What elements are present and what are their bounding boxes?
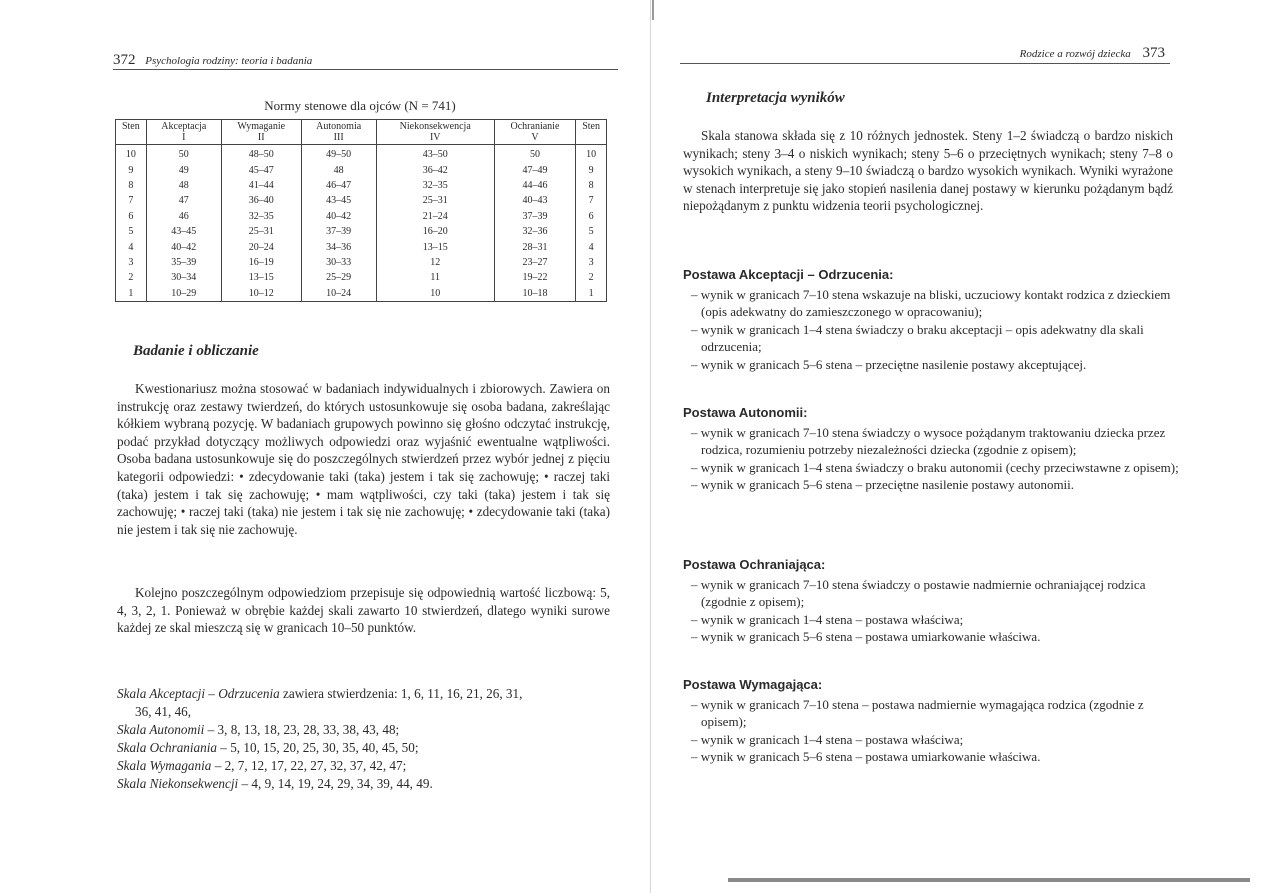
table-cell: 4 (116, 239, 147, 254)
scale-item-list (117, 685, 617, 793)
column-header-roman: V (531, 132, 539, 143)
table-row (116, 162, 607, 177)
table-cell: 48 (146, 178, 221, 193)
table-cell: 25–31 (376, 193, 494, 208)
table-cell: 48–50 (221, 145, 301, 163)
table-cell: 20–24 (221, 239, 301, 254)
table-cell: 32–35 (376, 178, 494, 193)
attitude-heading: Postawa Wymagająca: (683, 677, 823, 692)
table-cell: 21–24 (376, 209, 494, 224)
table-cell: 36–42 (376, 162, 494, 177)
attitude-result-item: – wynik w granicach 5–6 stena – przeciętne nasilenie postawy autonomii. (691, 477, 1075, 492)
column-header-roman: I (182, 132, 186, 143)
table-row (116, 270, 607, 285)
column-header (116, 120, 147, 145)
column-header-name: Ochranianie (510, 121, 560, 132)
attitude-result-item: – wynik w granicach 1–4 stena – postawa właściwa; (691, 611, 964, 627)
attitude-group-acceptance (683, 266, 1183, 373)
attitude-result-item: – wynik w granicach 7–10 stena wskazuje na bliski, uczuciowy kontakt rodzica z dzieckiem (opis adekwatny do zamieszczonego w opracowaniu); (691, 286, 1171, 319)
column-header-roman (116, 132, 146, 143)
paragraph-scoring-text: Kolejno poszczególnym odpowiedziom przepisuje się odpowiednią wartość liczbową: 5, 4, 3, 2, 1. Ponieważ w obrębie każdej skali zawarto 10 stwierdzeń, dlatego wyniki surowe każdej ze skal mieszczą się w granicach 10–50 punktów. (117, 585, 610, 636)
table-cell: 9 (576, 162, 607, 177)
right-header-rule (680, 63, 1170, 64)
table-row (116, 224, 607, 239)
table-cell: 43–45 (301, 193, 376, 208)
scale-item (117, 685, 617, 703)
table-header-row (116, 120, 607, 145)
table-cell: 9 (116, 162, 147, 177)
attitude-group-autonomy (683, 404, 1183, 494)
table-cell: 46 (146, 209, 221, 224)
column-header-roman: IV (429, 132, 441, 143)
table-cell: 10 (116, 145, 147, 163)
table-cell: 49–50 (301, 145, 376, 163)
table-cell: 4 (576, 239, 607, 254)
scale-item (117, 721, 617, 739)
paragraph-instructions (117, 380, 610, 538)
attitude-heading: Postawa Ochraniająca: (683, 557, 826, 572)
table-cell: 40–43 (494, 193, 576, 208)
table-cell: 7 (116, 193, 147, 208)
table-cell: 46–47 (301, 178, 376, 193)
column-header-name: Wymaganie (237, 121, 286, 132)
table-cell: 6 (116, 209, 147, 224)
table-cell: 23–27 (494, 255, 576, 270)
table-cell: 6 (576, 209, 607, 224)
table-cell: 1 (116, 286, 147, 302)
table-row (116, 209, 607, 224)
table-cell: 30–34 (146, 270, 221, 285)
column-header-roman: III (333, 132, 344, 143)
table-cell: 8 (576, 178, 607, 193)
table-cell: 44–46 (494, 178, 576, 193)
paragraph-scoring (117, 584, 610, 637)
table-cell: 1 (576, 286, 607, 302)
table-cell: 10 (576, 145, 607, 163)
table-cell: 19–22 (494, 270, 576, 285)
table-cell: 10–24 (301, 286, 376, 302)
scale-item-continuation: 36, 41, 46, (135, 704, 192, 719)
table-cell: 49 (146, 162, 221, 177)
paragraph-interpretation (683, 127, 1173, 215)
table-cell: 30–33 (301, 255, 376, 270)
column-header (146, 120, 221, 145)
table-cell: 5 (116, 224, 147, 239)
section-title-interpretacja: Interpretacja wyników (706, 90, 845, 106)
table-cell: 32–36 (494, 224, 576, 239)
attitude-result-item: – wynik w granicach 7–10 stena świadczy o postawie nadmiernie ochraniającej rodzica (zgodnie z opisem); (691, 576, 1146, 609)
table-cell: 2 (576, 270, 607, 285)
scale-item (117, 775, 617, 793)
attitude-result-item: – wynik w granicach 7–10 stena świadczy o wysoce pożądanym traktowaniu dziecka przez rodzica, rozumieniu potrzeby niezależności dziecka (zgodnie z opisem); (691, 424, 1166, 457)
table-cell: 10–18 (494, 286, 576, 302)
right-page-number: 373 (1142, 45, 1165, 61)
column-header-roman (576, 132, 606, 143)
attitude-group-demanding (683, 676, 1183, 766)
table-title: Normy stenowe dla ojców (N = 741) (264, 98, 456, 113)
table-cell: 8 (116, 178, 147, 193)
table-cell: 10–29 (146, 286, 221, 302)
page-bottom-shadow (728, 878, 1250, 882)
table-cell: 34–36 (301, 239, 376, 254)
section-title-badanie: Badanie i obliczanie (133, 343, 259, 359)
table-cell: 32–35 (221, 209, 301, 224)
table-cell: 43–50 (376, 145, 494, 163)
table-cell: 13–15 (376, 239, 494, 254)
table-cell: 48 (301, 162, 376, 177)
column-header (221, 120, 301, 145)
column-header-name: Sten (121, 121, 140, 132)
attitude-result-item: – wynik w granicach 1–4 stena świadczy o braku autonomii (cechy przeciwstawne z opisem); (691, 459, 1179, 475)
column-header-name: Niekonsekwencja (399, 121, 471, 132)
scale-item-items: – 5, 10, 15, 20, 25, 30, 35, 40, 45, 50; (217, 740, 419, 755)
table-cell: 11 (376, 270, 494, 285)
table-cell: 16–20 (376, 224, 494, 239)
scale-item-label: Skala Autonomii (117, 722, 205, 737)
table-cell: 37–39 (494, 209, 576, 224)
column-header-roman: II (257, 132, 265, 143)
right-page-header (1020, 45, 1165, 62)
table-cell: 25–29 (301, 270, 376, 285)
table-cell: 10–12 (221, 286, 301, 302)
table-cell: 36–40 (221, 193, 301, 208)
scale-item-items: – 4, 9, 14, 19, 24, 29, 34, 39, 44, 49. (238, 776, 433, 791)
attitude-result-item: – wynik w granicach 1–4 stena świadczy o braku akceptacji – opis adekwatny dla skali odrzucenia; (691, 321, 1144, 354)
attitude-result-item: – wynik w granicach 5–6 stena – przeciętne nasilenie postawy akceptującej. (691, 356, 1087, 372)
table-cell: 40–42 (146, 239, 221, 254)
table-cell: 7 (576, 193, 607, 208)
table-cell: 37–39 (301, 224, 376, 239)
table-row (116, 255, 607, 270)
scale-item-items: – 2, 7, 12, 17, 22, 27, 32, 37, 42, 47; (211, 758, 407, 773)
attitude-group-protective (683, 556, 1183, 646)
left-page-header (113, 52, 613, 69)
attitude-result-item: – wynik w granicach 5–6 stena – postawa umiarkowanie właściwa. (691, 629, 1041, 644)
table-cell: 3 (576, 255, 607, 270)
table-cell: 35–39 (146, 255, 221, 270)
attitude-result-item: – wynik w granicach 1–4 stena – postawa właściwa; (691, 731, 964, 747)
scale-item (117, 757, 617, 775)
table-cell: 25–31 (221, 224, 301, 239)
table-row (116, 178, 607, 193)
table-cell: 47–49 (494, 162, 576, 177)
scale-item (117, 739, 617, 757)
column-header (376, 120, 494, 145)
paragraph-interpretation-text: Skala stanowa składa się z 10 różnych jednostek. Steny 1–2 świadczą o bardzo niskich wynikach; steny 3–4 o niskich wynikach; steny 5–6 o przeciętnych wynikach; steny 7–8 o wysokich wynikach, a steny 9–10 świadczą o bardzo wysokich wynikach. Wyniki wyrażone w stenach interpretuje się jako stopień nasilenia danej postawy w kierunku pożądanym bądź niepożądanym z punktu widzenia teorii psychologicznej. (683, 128, 1173, 214)
left-header-rule (113, 69, 618, 70)
table-cell: 5 (576, 224, 607, 239)
attitude-result-item: – wynik w granicach 5–6 stena – postawa umiarkowanie właściwa. (691, 749, 1041, 764)
column-header-name: Sten (582, 121, 600, 132)
attitude-heading: Postawa Akceptacji – Odrzucenia: (683, 267, 894, 282)
table-row (116, 145, 607, 163)
table-cell: 13–15 (221, 270, 301, 285)
table-cell: 50 (146, 145, 221, 163)
left-page-number: 372 (113, 52, 136, 68)
table-cell: 45–47 (221, 162, 301, 177)
table-cell: 43–45 (146, 224, 221, 239)
table-cell: 47 (146, 193, 221, 208)
attitude-result-item: – wynik w granicach 7–10 stena – postawa nadmiernie wymagająca rodzica (zgodnie z opisem); (691, 696, 1144, 729)
table-cell: 12 (376, 255, 494, 270)
column-header (301, 120, 376, 145)
paragraph-instructions-text: Kwestionariusz można stosować w badaniach indywidualnych i zbiorowych. Zawiera on instrukcję oraz zestawy twierdzeń, do których ustosunkowuje się osoba badana, zakreślając kółkiem wybraną pozycję. W badaniach grupowych powinno się głośno odczytać instrukcję, podać przykład dotyczący możliwych odpowiedzi oraz wyjaśnić ewentualne wątpliwości. Osoba badana ustosunkowuje się do poszczególnych stwierdzeń przez wybór jednej z pięciu kategorii odpowiedzi: • zdecydowanie taki (taka) jestem i tak się zachowuję; • raczej taki (taka) jestem i tak się zachowuję; • mam wątpliwości, czy taki (taka) jestem i tak się zachowuję; • raczej taki (taka) nie jestem i tak się nie zachowuję; • zdecydowanie taki (taka) nie jestem i tak się nie zachowuję. (117, 381, 610, 537)
attitude-heading: Postawa Autonomii: (683, 405, 808, 420)
table-cell: 50 (494, 145, 576, 163)
scale-item-label: Skala Wymagania (117, 758, 212, 773)
scale-item-items: – 3, 8, 13, 18, 23, 28, 33, 38, 43, 48; (204, 722, 400, 737)
scale-item-label: Skala Niekonsekwencji (117, 776, 239, 791)
table-row (116, 286, 607, 302)
table-row (116, 239, 607, 254)
scale-item-items: zawiera stwierdzenia: 1, 6, 11, 16, 21, 26, 31, (279, 686, 523, 701)
left-running-title: Psychologia rodziny: teoria i badania (145, 55, 313, 67)
scale-item-label: Skala Ochraniania (117, 740, 217, 755)
table-cell: 2 (116, 270, 147, 285)
scale-item-label: Skala Akceptacji – Odrzucenia (117, 686, 280, 701)
column-header-name: Akceptacja (161, 121, 207, 132)
table-row (116, 193, 607, 208)
column-header (494, 120, 576, 145)
table-cell: 10 (376, 286, 494, 302)
table-cell: 3 (116, 255, 147, 270)
table-cell: 28–31 (494, 239, 576, 254)
table-body (116, 145, 607, 302)
right-running-title: Rodzice a rozwój dziecka (1019, 48, 1131, 60)
table-cell: 41–44 (221, 178, 301, 193)
column-header-name: Autonomia (316, 121, 362, 132)
column-header (576, 120, 607, 145)
sten-norms-table (115, 119, 607, 302)
table-cell: 40–42 (301, 209, 376, 224)
table-cell: 16–19 (221, 255, 301, 270)
